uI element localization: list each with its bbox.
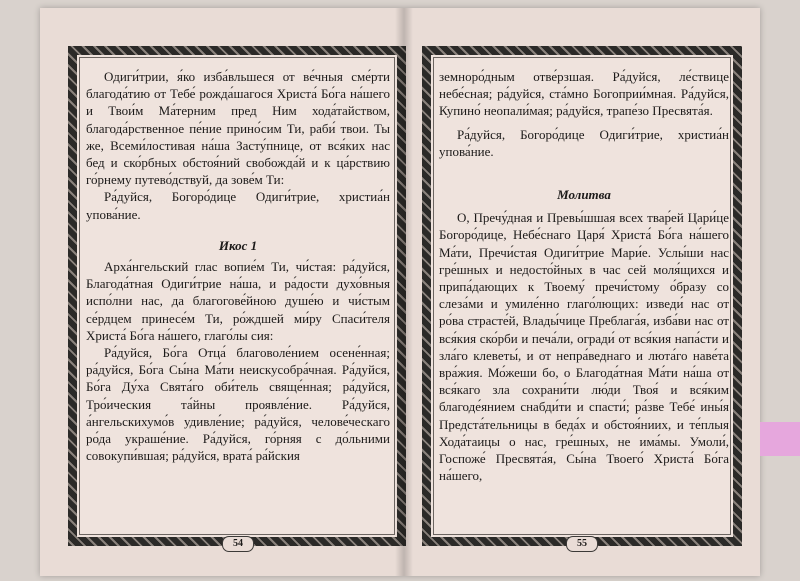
left-page [40,8,402,576]
paragraph: Ра́дуйся, Бо́га Отца́ благоволе́нием осене́нная; ра́дуйся, Бо́га Сы́на Ма́ти неискусобра́чная. Ра́дуйся, Бо́га Ду́ха Свята́го оби́тель свяще́нная; ра́дуйся, Тро́ическия та́йны проявле́ние. Ра́дуйся, а́нгельскихумо́в удивле́ние; ра́дуйся, челове́ческаго ро́да украше́ние. Ра́дуйся, го́рняя с до́льними совокупи́вшая; ра́дуйся, врата́ ра́йския [86,345,390,464]
left-page-text [86,68,390,464]
page-number: 54 [222,536,254,552]
refrain: Ра́дуйся, Богоро́дице Одиги́трие, христиа́н упова́ние. [439,126,729,159]
book-spread [40,8,760,576]
paragraph: Одиги́трии, я́ко изба́вльшеся от ве́чныя сме́рти благода́тию от Тебе́ рожда́шагося Христа́ Бо́га на́шего и Твои́м Ма́терним пред Ним хода́тайством, благода́рственное пе́ние прино́сим Ти, раби́ твои. Ты же, Всеми́лостивая на́ша Засту́пнице, от вся́ких нас бед и ско́рбных обстоя́ний свобожда́й и к ца́рствию го́рнему путево́дствуй, да зове́м Ти: [86,69,390,188]
paragraph: О, Пречу́дная и Превы́шшая всех твар́ей Цари́це Богоро́дице, Небе́снаго Царя́ Христа́ Бо́га на́шего Ма́ти, Пречи́стая Одиги́трие Мари́е. Услы́ши нас гре́шных и недосто́йных в час сей моля́щихся и припа́дающих к Твоему́ пречи́стому о́бразу со слеза́ми и умиле́нно глаго́лющих: изведи́ нас от ро́ва страсте́й, Влады́чице Преблага́я, изба́ви нас от вся́кия ско́рби и печа́ли, огради́ от вся́кия напа́сти и зла́го клеветы́, и от непра́веднаго и люта́го наве́та вра́жия. Мо́жеши бо, о Благода́тная Ма́ти на́ша от вся́каго зла сохрани́ти лю́ди Твоя́ и вся́ким благоде́янием снабди́ти и спасти́; ра́зве Тебе́ ины́я Предста́тельницы в беда́х и обстоя́ниих, и те́плыя Хода́таицы о нас, гре́шных, не има́мы. Умоли́, Госпоже́ Пресвята́я, Сы́на Твоего́ Христа́ Бо́га на́шего, [439,210,729,484]
right-page [408,8,760,576]
bookmark-tab [760,422,800,456]
paragraph: Арха́нгельский глас вопие́м Ти, чи́стая: ра́дуйся, Благода́тная Одиги́трие на́ша, и ра́дости духо́вныя испо́лни нас, да благогове́йною душе́ю и чи́стым се́рдцем принесе́м Ти, ро́ждшей ми́ру Спаси́теля Христа́ Бо́га на́шего, глаго́лы сия: [86,259,390,343]
page-number: 55 [566,536,598,552]
paragraph: земноро́дным отве́рзшая. Ра́дуйся, ле́ствице небе́сная; ра́дуйся, ста́мно Богоприи́мная. Ра́дуйся, Купино́ неопали́мая; ра́дуйся, трапе́зо Пресвята́я. [439,69,729,119]
section-heading-prayer: Молитва [557,187,611,203]
refrain: Ра́дуйся, Богоро́дице Одиги́трие, христиа́н упова́ние. [86,189,390,222]
section-heading-ikos: Икос 1 [218,237,258,253]
right-page-text [439,68,729,484]
